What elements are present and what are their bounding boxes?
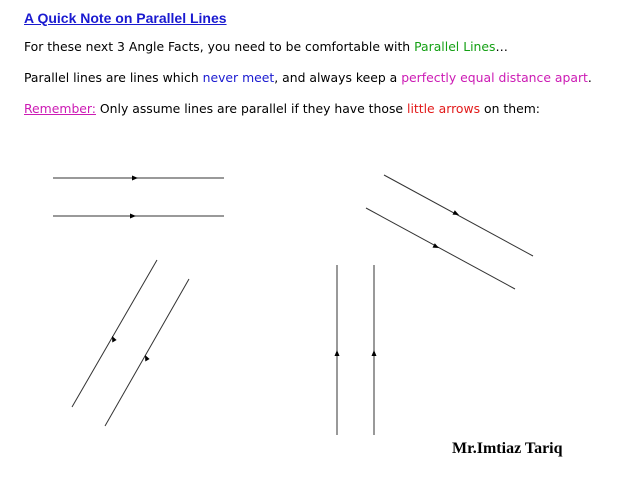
horizontal-parallel-pair [53,176,224,219]
equal-distance-highlight: perfectly equal distance apart [401,70,588,85]
steep-diagonal-pair [72,260,189,426]
definition-part3: . [587,70,592,85]
definition-part1: Parallel lines are lines which [24,70,203,85]
steep-line-1 [72,260,157,407]
descending-diagonal-pair [366,175,533,289]
diagonal-line-1 [384,175,533,256]
page-title: A Quick Note on Parallel Lines [24,10,227,26]
definition-part2: , and always keep a [274,70,402,85]
little-arrows-highlight: little arrows [407,101,481,116]
diagonal-line-2 [366,208,515,289]
arrow-marker [372,350,377,356]
arrow-marker [335,350,340,356]
remember-label: Remember: [24,101,96,116]
arrow-marker [112,336,117,343]
arrow-marker [145,355,150,362]
arrow-marker [433,243,440,248]
never-meet-highlight: never meet [202,70,275,85]
vertical-parallel-pair [335,265,377,435]
parallel-lines-highlight: Parallel Lines [414,39,496,54]
author-credit: Mr.Imtiaz Tariq [452,440,563,457]
arrow-marker [130,214,136,219]
remember-part2: on them: [480,101,540,116]
intro-before: For these next 3 Angle Facts, you need to be comfortable with [24,39,415,54]
remember-part1: Only assume lines are parallel if they have those [95,101,407,116]
intro-after: … [495,39,508,54]
steep-line-2 [105,279,189,426]
arrow-marker [132,176,138,181]
